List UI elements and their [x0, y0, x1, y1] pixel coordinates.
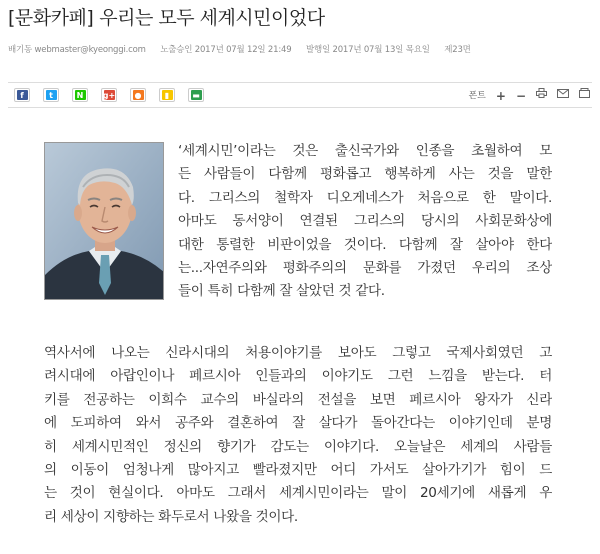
article-headline — [8, 6, 592, 30]
article-meta — [8, 43, 592, 55]
facebook-icon: f — [17, 90, 28, 100]
scrap-icon[interactable] — [579, 88, 590, 103]
twitter-share-button[interactable] — [43, 88, 59, 102]
email-icon[interactable] — [557, 89, 569, 103]
text-line: ‘세계시민’이라는 것은 출신국가와 인종을 초월하여 모 — [178, 143, 552, 159]
page-number: 제23면 — [444, 45, 471, 55]
published-date: 발행일 2017년 07월 13일 목요일 — [305, 45, 430, 55]
column-category: [문화카페] — [8, 7, 94, 29]
text-line: 대한 통렬한 비판이었을 것이다. 다함께 잘 살아야 한다 — [178, 236, 552, 253]
text-line: 려시대에 아랍인이나 페르시아 인들과의 이야기도 그런 느낌을 받는다. 터 — [44, 368, 552, 385]
article-paragraph-2 — [44, 342, 552, 529]
font-size-label: 폰트 — [468, 90, 486, 101]
kakaotalk-icon: ▮ — [162, 90, 173, 100]
font-increase-button[interactable]: + — [495, 88, 506, 103]
text-line: 리 세상이 지향하는 화두로서 나왔을 것이다. — [44, 508, 298, 525]
author-email[interactable]: 배기동 webmaster@kyeonggi.com — [8, 45, 146, 55]
text-line: 키를 전공하는 이희수 교수의 바실라의 전설을 보면 페르시아 왕자가 신라 — [44, 391, 552, 408]
kakaostory-icon: ● — [133, 90, 144, 100]
text-line: 아마도 동서양이 연결된 그리스의 당시의 사회문화상에 — [178, 213, 552, 230]
google-plus-icon: g+ — [102, 90, 116, 100]
text-line: 에 도피하여 와서 공주와 결혼하여 잘 살다가 돌아간다는 이야기인데 분명 — [44, 415, 552, 432]
text-line: 는...자연주의와 평화주의의 문화를 가졌던 우리의 조상 — [178, 259, 552, 276]
kakaotalk-share-button[interactable] — [159, 88, 175, 102]
text-line: 는 것이 현실이다. 아마도 그래서 세계시민이라는 말이 20세기에 새롭게 우 — [44, 485, 552, 502]
naver-icon: N — [75, 90, 86, 100]
band-share-button[interactable] — [188, 88, 204, 102]
text-line: 히 세계시민적인 정신의 향기가 감도는 이야기다. 오늘날은 세계의 사람들 — [44, 438, 552, 455]
band-icon: ▬ — [192, 90, 200, 100]
facebook-share-button[interactable] — [14, 88, 30, 102]
text-line: 들이 특히 다함께 잘 살았던 것 같다. — [178, 283, 385, 300]
article-title: 우리는 모두 세계시민이었다 — [99, 7, 325, 29]
text-line: 든 사람들이 다함께 평화롭고 행복하게 사는 것을 말한 — [178, 166, 552, 183]
font-decrease-button[interactable]: − — [515, 88, 526, 103]
naver-share-button[interactable] — [72, 88, 88, 102]
article-toolbar — [8, 82, 592, 108]
share-buttons — [14, 88, 217, 102]
author-photo — [44, 142, 164, 300]
text-line: 다. 그리스의 철학자 디오게네스가 처음으로 한 말이다. — [178, 189, 552, 206]
article-paragraph-1 — [178, 140, 552, 304]
approved-time: 노출승인 2017년 07월 12일 21:49 — [160, 45, 292, 55]
kakaostory-share-button[interactable] — [130, 88, 146, 102]
twitter-icon: t — [46, 90, 57, 100]
print-icon[interactable] — [536, 88, 547, 103]
text-line: 의 이동이 엄청나게 많아지고 빨라졌지만 어디 가서도 살아가기가 힘이 드 — [44, 461, 552, 478]
text-line: 역사서에 나오는 신라시대의 처용이야기를 보아도 그렇고 국제사회였던 고 — [44, 345, 552, 361]
google-plus-share-button[interactable] — [101, 88, 117, 102]
article-tools — [458, 88, 590, 103]
